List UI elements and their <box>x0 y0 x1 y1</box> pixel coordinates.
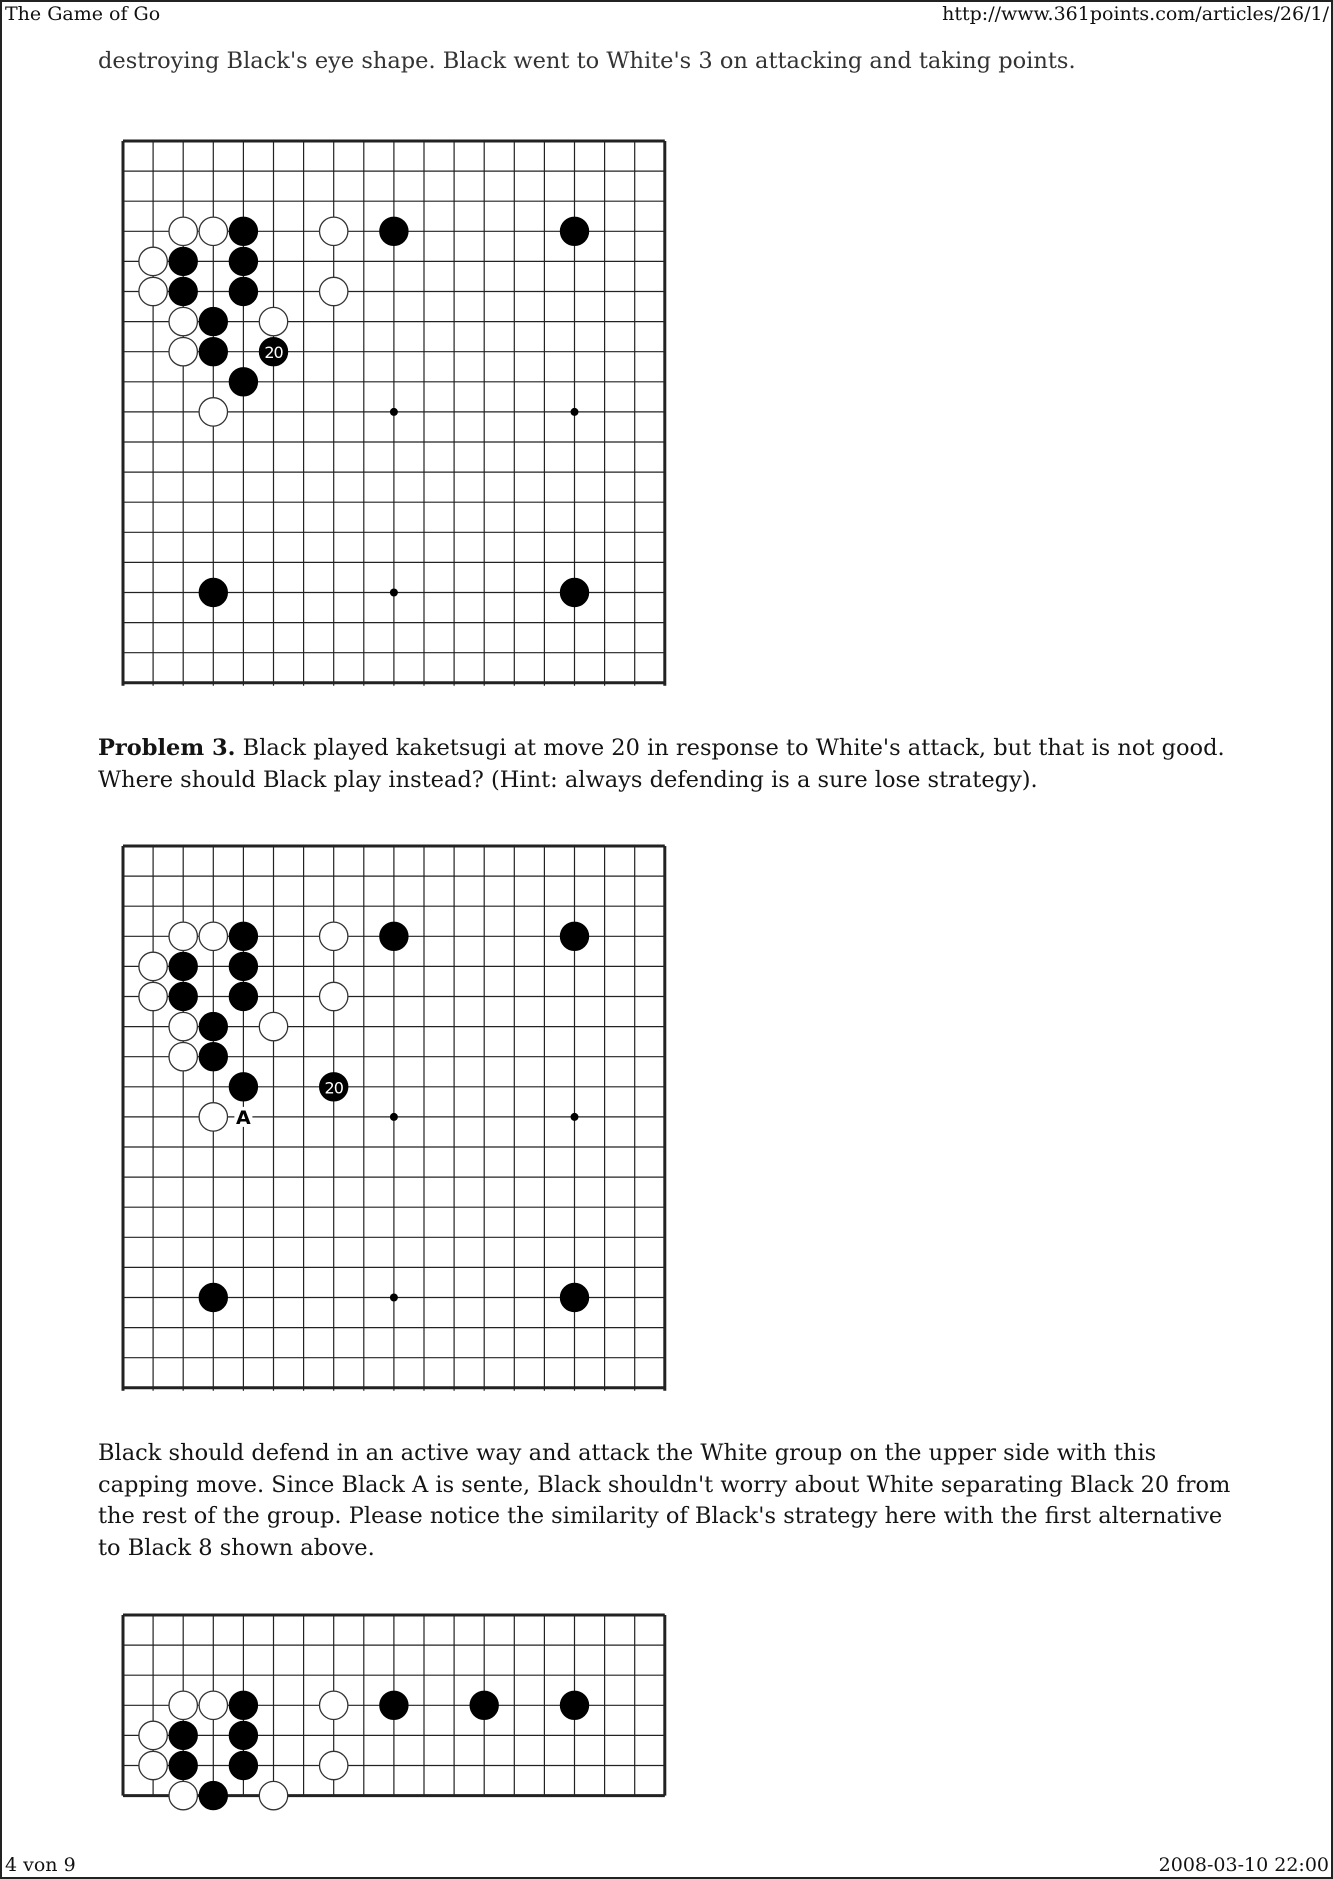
star-point <box>571 1113 579 1121</box>
white-stone <box>169 1781 197 1809</box>
black-stone <box>560 578 588 606</box>
go-board-svg <box>120 843 666 1389</box>
white-stone <box>169 922 197 950</box>
footer-datetime: 2008-03-10 22:00 <box>1158 1854 1329 1876</box>
white-stone <box>169 1043 197 1071</box>
white-stone <box>320 1691 348 1719</box>
star-point <box>390 589 398 597</box>
white-stone <box>259 1781 287 1809</box>
black-stone <box>229 982 257 1010</box>
black-stone <box>560 1283 588 1311</box>
white-stone <box>169 217 197 245</box>
white-stone <box>199 1691 227 1719</box>
black-stone <box>169 277 197 305</box>
problem-text: Black played kaketsugi at move 20 in response to White's attack, but that is not good. Where should Black play instead? (Hint: always defending is a sure lose strategy). <box>98 735 1225 793</box>
black-stone <box>229 952 257 980</box>
answer-paragraph: Black should defend in an active way and attack the White group on the upper side with this capping move. Since Black A is sente, Black shouldn't worry about White separating Black 20 from the rest of the group. Please notice the similarity of Black's strategy here with the first alternative to Black 8 shown above. <box>98 1440 1231 1561</box>
black-stone <box>229 1751 257 1779</box>
black-stone <box>199 307 227 335</box>
star-point <box>390 408 398 416</box>
black-stone <box>229 217 257 245</box>
white-stone <box>139 247 167 275</box>
black-stone <box>229 368 257 396</box>
go-board-svg <box>120 138 666 684</box>
white-stone <box>320 217 348 245</box>
go-diagram-answer <box>120 1612 666 1800</box>
move-number-label: 20 <box>324 1078 343 1098</box>
black-stone <box>169 952 197 980</box>
star-point <box>390 1113 398 1121</box>
black-stone <box>229 922 257 950</box>
cut-off-text: destroying Black's eye shape. Black went to White's 3 on attacking and taking points. <box>98 48 1076 74</box>
header-url[interactable]: http://www.361points.com/articles/26/1/ <box>942 3 1329 25</box>
footer-page-number: 4 von 9 <box>5 1854 76 1876</box>
star-point <box>571 408 579 416</box>
white-stone <box>199 217 227 245</box>
white-stone <box>139 952 167 980</box>
white-stone <box>259 307 287 335</box>
star-point <box>390 1294 398 1302</box>
black-stone <box>199 1043 227 1071</box>
white-stone <box>169 338 197 366</box>
white-stone <box>259 1012 287 1040</box>
black-stone <box>380 1691 408 1719</box>
move-number-label: 20 <box>264 343 283 363</box>
black-stone <box>199 1781 227 1809</box>
black-stone <box>229 247 257 275</box>
black-stone <box>560 217 588 245</box>
black-stone <box>229 1073 257 1101</box>
black-stone <box>199 1283 227 1311</box>
black-stone <box>229 1721 257 1749</box>
black-stone <box>229 277 257 305</box>
black-stone <box>380 217 408 245</box>
problem-paragraph <box>98 733 1248 796</box>
white-stone <box>169 307 197 335</box>
white-stone <box>139 277 167 305</box>
white-stone <box>320 922 348 950</box>
black-stone <box>169 1721 197 1749</box>
go-board-svg <box>120 1612 666 1800</box>
black-stone <box>199 338 227 366</box>
problem-label: Problem 3. <box>98 735 236 761</box>
go-diagram-before <box>120 138 666 684</box>
white-stone <box>320 1751 348 1779</box>
header-title: The Game of Go <box>5 3 161 25</box>
black-stone <box>199 578 227 606</box>
white-stone <box>320 277 348 305</box>
black-stone <box>560 1691 588 1719</box>
cut-off-text-line <box>98 48 1098 88</box>
black-stone <box>229 1691 257 1719</box>
white-stone <box>199 398 227 426</box>
black-stone <box>199 1012 227 1040</box>
black-stone <box>560 922 588 950</box>
black-stone <box>169 982 197 1010</box>
white-stone <box>199 922 227 950</box>
white-stone <box>199 1103 227 1131</box>
white-stone <box>139 1751 167 1779</box>
point-letter-label: A <box>236 1106 251 1129</box>
go-diagram-problem <box>120 843 666 1389</box>
white-stone <box>139 982 167 1010</box>
black-stone <box>169 1751 197 1779</box>
white-stone <box>139 1721 167 1749</box>
black-stone <box>169 247 197 275</box>
white-stone <box>169 1691 197 1719</box>
white-stone <box>320 982 348 1010</box>
black-stone <box>380 922 408 950</box>
white-stone <box>169 1012 197 1040</box>
black-stone <box>470 1691 498 1719</box>
